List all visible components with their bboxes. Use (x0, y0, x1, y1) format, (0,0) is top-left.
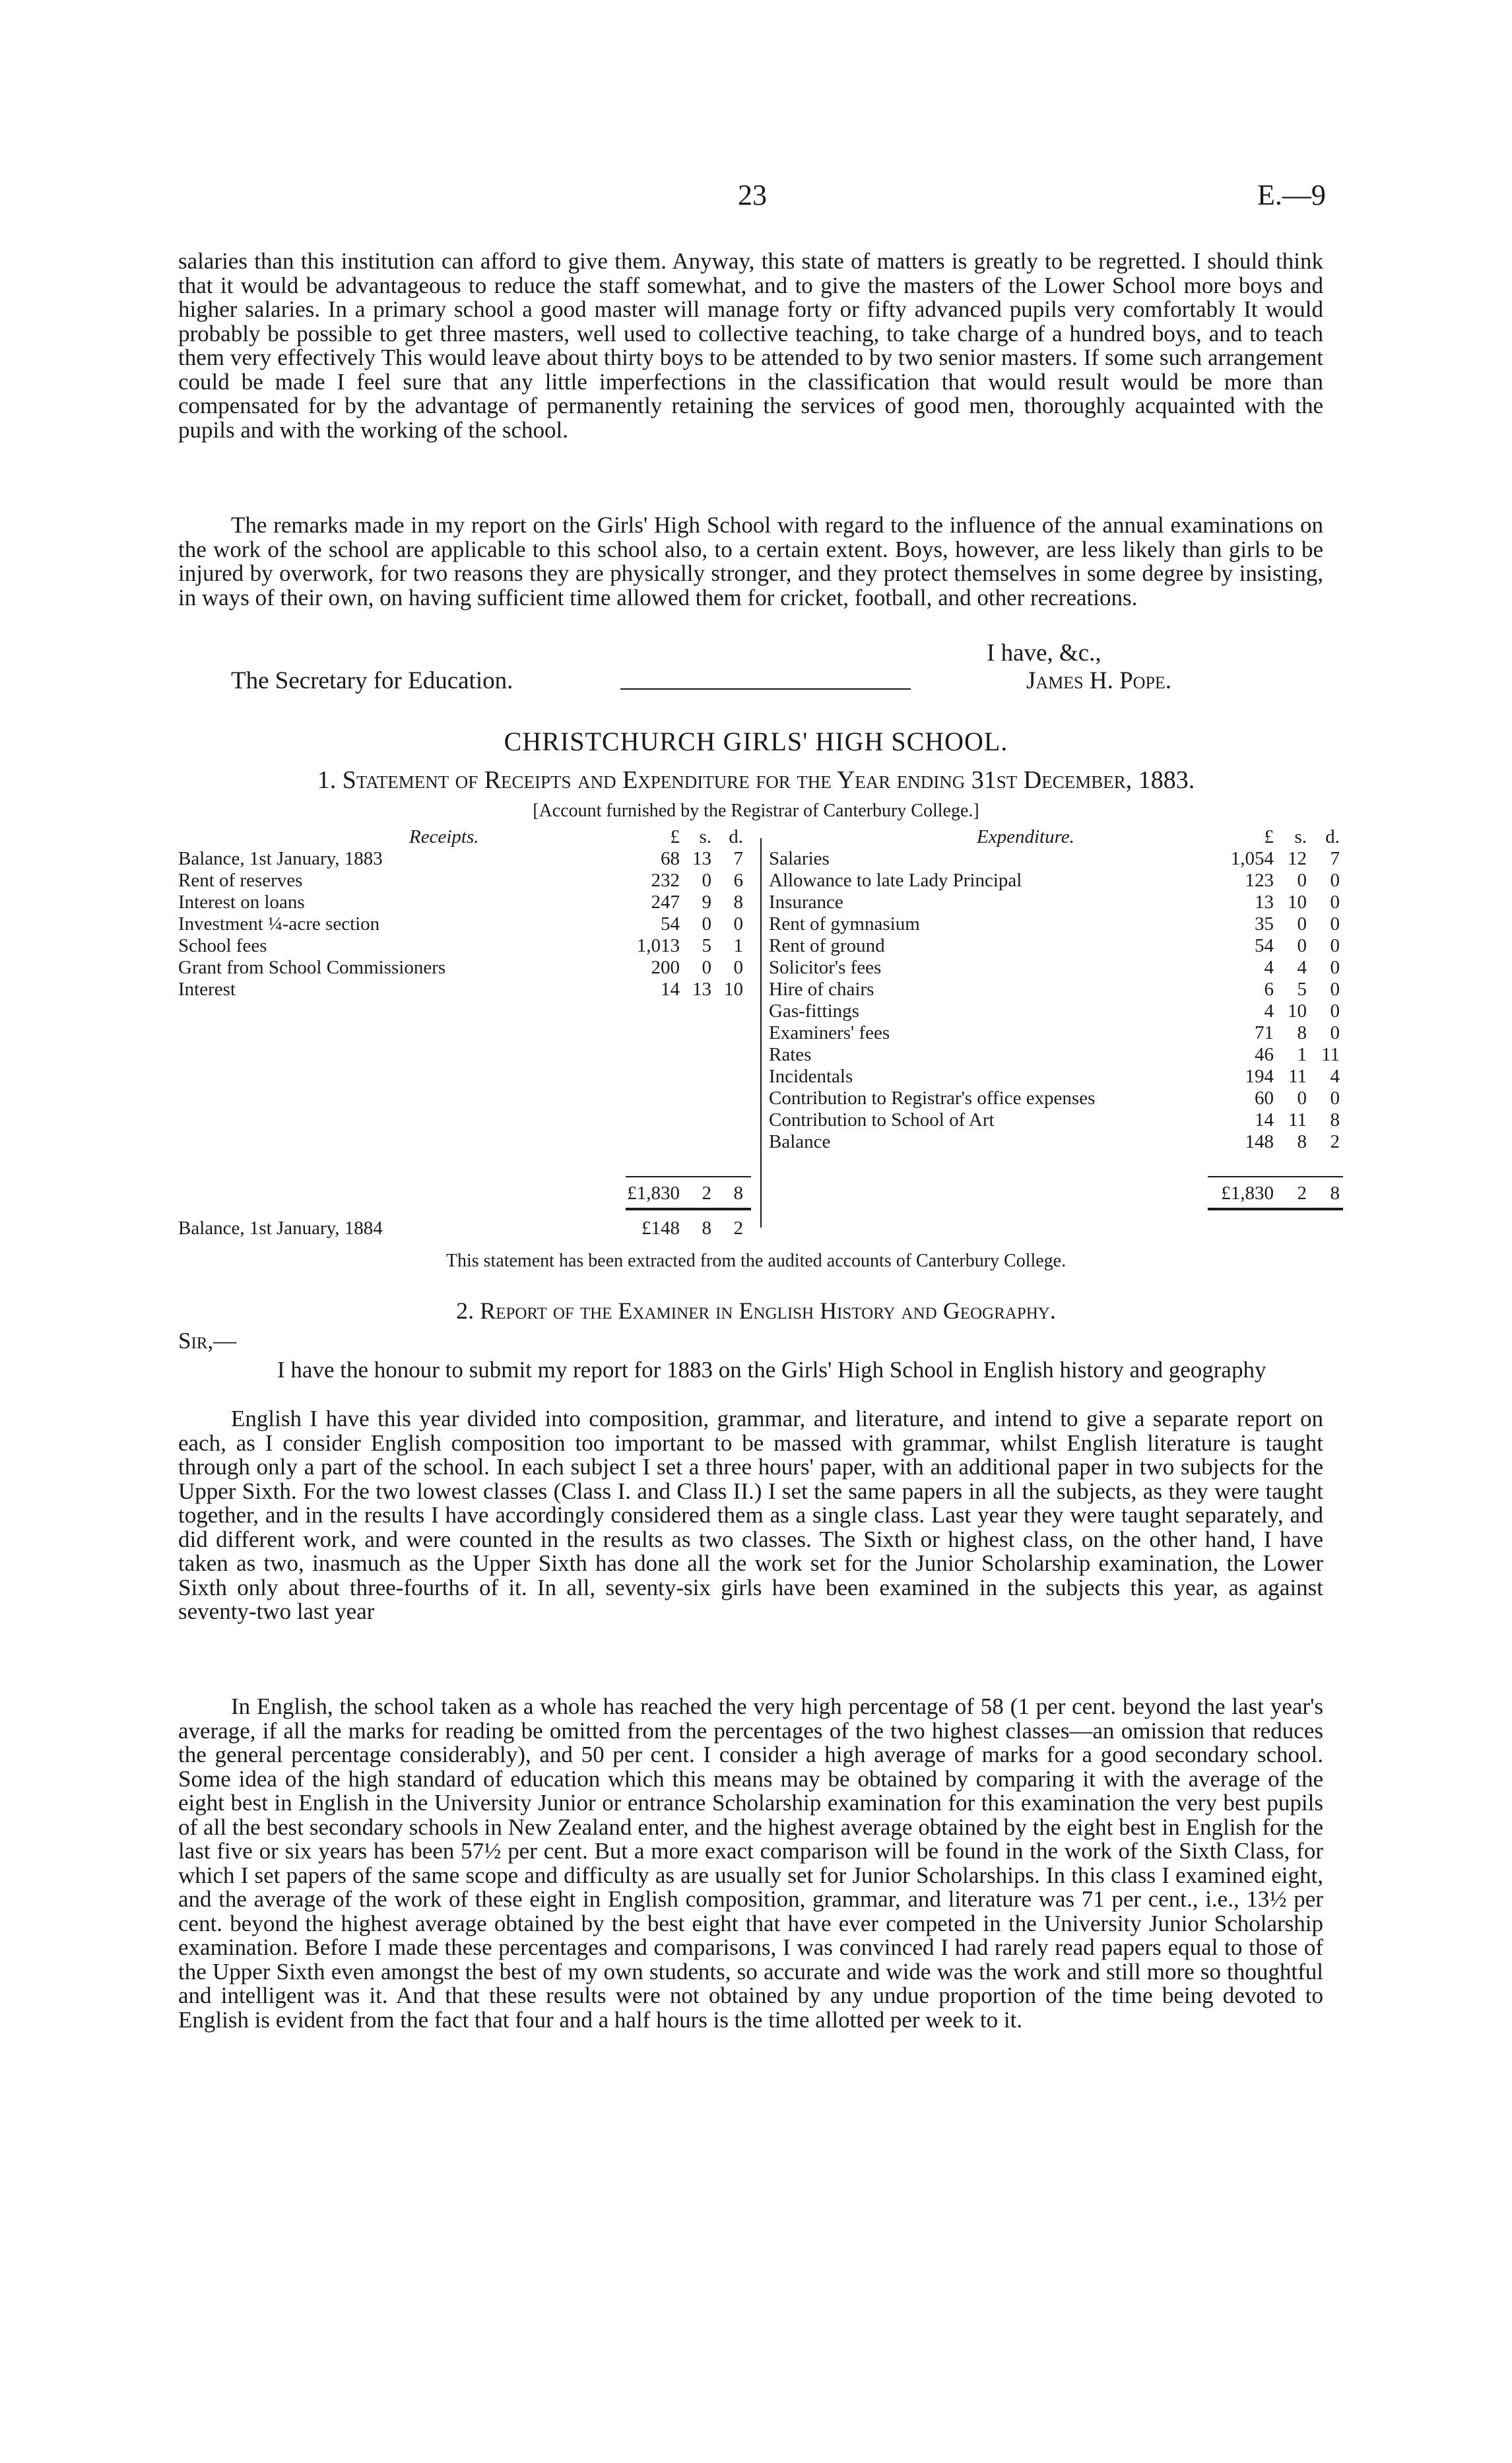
expenditure-label: Contribution to Registrar's office expenses (769, 1088, 1096, 1109)
expenditure-amount: 4 10 0 (1264, 1001, 1340, 1022)
expenditure-currency-header (1201, 826, 1340, 848)
expenditure-amount: 54 0 0 (1255, 935, 1340, 956)
expenditure-amount: 1,054 12 7 (1230, 848, 1340, 869)
expenditure-amount: 13 10 0 (1255, 892, 1340, 913)
signature-rule (620, 688, 911, 690)
receipt-amount: 54 0 0 (661, 913, 743, 935)
statement-footnote: This statement has been extracted from the audited accounts of Canterbury College. (445, 1251, 1067, 1271)
receipt-label: Balance, 1st January, 1883 (178, 848, 383, 869)
school-title: CHRISTCHURCH GIRLS' HIGH SCHOOL. (504, 727, 1008, 756)
expenditure-amount: 71 8 0 (1255, 1022, 1340, 1043)
expenditure-label: Rent of ground (769, 935, 885, 956)
expenditure-amount: 123 0 0 (1245, 870, 1340, 891)
receipt-amount: 232 0 6 (651, 870, 743, 891)
expenditure-label: Balance (769, 1131, 831, 1152)
addressee: The Secretary for Education. (231, 667, 513, 694)
statement-title: 1. Statement of Receipts and Expenditure for the Year ending 31st December, 1883. (317, 766, 1195, 794)
receipt-amount: 14 13 10 (661, 979, 743, 1000)
document-reference: E.—9 (1257, 179, 1326, 211)
expenditure-label: Salaries (769, 848, 830, 869)
expenditure-amount: 4 4 0 (1264, 957, 1340, 978)
expenditure-label: Rates (769, 1044, 812, 1065)
currency-pence: d. (729, 826, 743, 847)
statement-note: [Account furnished by the Registrar of Canterbury College.] (533, 801, 979, 821)
receipt-amount: 247 9 8 (651, 892, 743, 913)
expenditure-label: Contribution to School of Art (769, 1109, 995, 1131)
statement-divider (760, 838, 762, 1228)
page-number: 23 (738, 179, 767, 211)
remarks-paragraph: The remarks made in my report on the Girls' High School with regard to the influence of the annual examinations on the work of the school are applicable to this school also, to a certain extent. Boys, however, are less likely than girls to be injured by overwork, for two reasons they are physically stronger, and they protect themselves in some degree by insisting, in ways of their own, on having sufficient time allowed them for cricket, football, and other recreations. (178, 512, 1323, 610)
report-title: 2. Report of the Examiner in English History and Geography. (456, 1297, 1056, 1324)
expenditure-amount: 35 0 0 (1255, 913, 1340, 935)
currency-pounds: £ (1264, 826, 1274, 847)
expenditure-total: £1,830 2 8 (1221, 1183, 1340, 1204)
closing-balance-amount: £148 8 2 (641, 1218, 743, 1239)
receipts-currency-header (634, 826, 743, 848)
expenditure-label: Examiners' fees (769, 1022, 890, 1043)
report-paragraph: In English, the school taken as a whole has reached the very high percentage of 58 (1 per cent. beyond the last year's average, if all the marks for reading be omitted from the percentages of the two highest classes—an omission that reduces the general percentage considerably), and 50 per cent. I consider a high average of marks for a good secondary school. Some idea of the high standard of education which this means may be obtained by comparing it with the average of the eight best in English in the University Junior or entrance Scholarship examination for this examination the very best pupils of all the best secondary schools in New Zealand enter, and the highest average obtained by the eight best in English for the last five or six years has been 57½ per cent. But a more exact comparison will be found in the work of the Sixth Class, for which I set papers of the same scope and difficulty as are usually set for Junior Scholarships. In this class I examined eight, and the average of the work of these eight in English composition, grammar, and literature was 71 per cent., i.e., 13½ per cent. beyond the highest average obtained by the best eight that have ever competed in the University Junior Scholarship examination. Before I made these percentages and comparisons, I was convinced I had rarely read papers equal to those of the Upper Sixth even amongst the best of my own students, so accurate and wide was the work and still more so thoughtful and intelligent was it. And that these results were not obtained by any undue proportion of the time being devoted to English is evident from the fact that four and a half hours is the time allotted per week to it. (178, 1693, 1323, 2033)
expenditure-amount: 194 11 4 (1245, 1066, 1340, 1087)
expenditure-label: Insurance (769, 892, 843, 913)
expenditure-label: Allowance to late Lady Principal (769, 870, 1022, 891)
expenditure-label: Rent of gymnasium (769, 913, 920, 935)
receipts-labels (178, 848, 445, 1001)
receipt-amount: 68 13 7 (661, 848, 743, 869)
expenditure-amount: 46 1 11 (1255, 1044, 1340, 1065)
expenditure-amounts (1201, 848, 1340, 1153)
receipts-total-rule (626, 1176, 751, 1177)
currency-shillings: s. (1294, 826, 1307, 847)
expenditure-total-rule (1208, 1176, 1343, 1177)
currency-pence: d. (1325, 826, 1340, 847)
expenditure-heading: Expenditure. (977, 826, 1074, 847)
currency-shillings: s. (699, 826, 711, 847)
report-salutation: Sir,— (178, 1328, 237, 1354)
receipts-double-rule (626, 1208, 751, 1210)
valediction: I have, &c., (987, 640, 1101, 667)
signature: James H. Pope. (1026, 667, 1172, 694)
expenditure-amount: 6 5 0 (1264, 979, 1340, 1000)
receipt-label: Investment ¼-acre section (178, 913, 380, 935)
report-paragraph: English I have this year divided into composition, grammar, and literature, and intend to give a separate report on each, as I consider English composition too important to be massed with grammar, whilst English literature is taught through only a part of the school. In each subject I set a three hours' paper, with an additional paper in two subjects for the Upper Sixth. For the two lowest classes (Class I. and Class II.) I set the same papers in all the subjects, as they were taught together, and in the results I have accordingly considered them as a single class. Last year they were taught separately, and did different work, and were counted in the results as two classes. The Sixth or highest class, on the other hand, I have taken as two, inasmuch as the Upper Sixth has done all the work set for the Junior Scholarship examination, the Lower Sixth only about three-fourths of it. In all, seventy-six girls have been examined in the subjects this year, as against seventy-two last year (178, 1406, 1323, 1624)
receipt-amount: 200 0 0 (651, 957, 743, 978)
intro-paragraph: salaries than this institution can afford to give them. Anyway, this state of matters is greatly to be regretted. I should think that it would be advantageous to reduce the staff somewhat, and to give the masters of the Lower School more boys and higher salaries. In a primary school a good master will manage forty or fifty advanced pupils very comfortably It would probably be possible to get three masters, well used to collective teaching, to take charge of a hundred boys, and to teach them very effectively This would leave about thirty boys to be attended to by two senior masters. If some such arrangement could be made I feel sure that any little imperfections in the classification that would result would be more than compensated for by the advantage of permanently retaining the services of good men, thoroughly acquainted with the pupils and with the working of the school. (178, 248, 1323, 443)
receipts-total: £1,830 2 8 (627, 1183, 743, 1204)
receipt-label: Interest on loans (178, 892, 305, 913)
receipt-amount: 1,013 5 1 (636, 935, 743, 956)
expenditure-labels (769, 848, 1095, 1153)
expenditure-double-rule (1208, 1208, 1343, 1210)
closing-balance-label: Balance, 1st January, 1884 (178, 1218, 383, 1239)
receipt-label: School fees (178, 935, 267, 956)
receipt-label: Rent of reserves (178, 870, 303, 891)
receipt-label: Interest (178, 979, 236, 1000)
expenditure-label: Incidentals (769, 1066, 853, 1087)
expenditure-amount: 14 11 8 (1255, 1109, 1340, 1131)
receipt-label: Grant from School Commissioners (178, 957, 446, 978)
receipts-heading: Receipts. (409, 826, 479, 847)
receipts-amounts (634, 848, 743, 1001)
expenditure-label: Gas-fittings (769, 1001, 859, 1022)
report-paragraph: I have the honour to submit my report for 1883 on the Girls' High School in English history and geography (277, 1357, 1266, 1383)
currency-pounds: £ (670, 826, 680, 847)
expenditure-label: Solicitor's fees (769, 957, 882, 978)
expenditure-label: Hire of chairs (769, 979, 874, 1000)
expenditure-amount: 148 8 2 (1245, 1131, 1340, 1152)
expenditure-amount: 60 0 0 (1255, 1088, 1340, 1109)
